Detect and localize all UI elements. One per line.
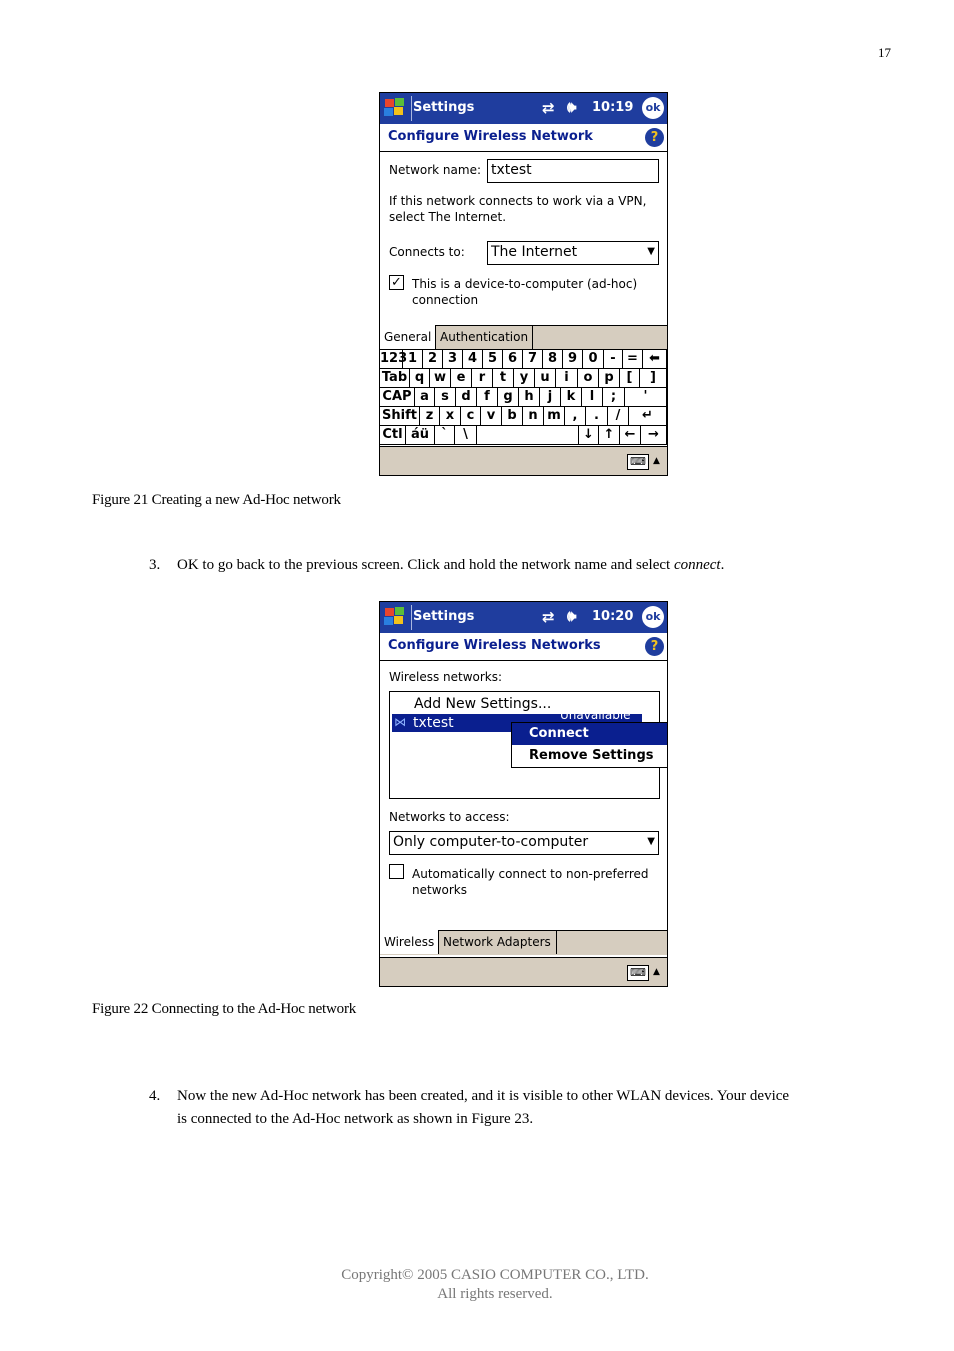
- network-item-label: txtest: [413, 715, 454, 731]
- key[interactable]: v: [481, 407, 502, 426]
- key[interactable]: .: [586, 407, 608, 426]
- figure-22-caption: Figure 22 Connecting to the Ad-Hoc network: [92, 1001, 357, 1017]
- keyboard-row3: [380, 388, 667, 407]
- key[interactable]: b: [502, 407, 523, 426]
- clock[interactable]: 10:19: [592, 100, 634, 115]
- tab-network-adapters[interactable]: Network Adapters: [439, 930, 557, 954]
- key[interactable]: =: [623, 350, 643, 369]
- figure-21-caption: Figure 21 Creating a new Ad-Hoc network: [92, 492, 341, 508]
- key[interactable]: ⬅: [643, 350, 667, 369]
- key[interactable]: d: [456, 388, 477, 407]
- step-4-line2: is connected to the Ad-Hoc network as shown in Figure 23.: [177, 1111, 534, 1127]
- speaker-icon[interactable]: 🕪: [567, 607, 577, 625]
- key[interactable]: ↓: [579, 426, 599, 445]
- chevron-down-icon: ▼: [647, 246, 655, 257]
- keyboard-icon[interactable]: ⌨: [627, 454, 649, 470]
- step-4-number: 4.: [149, 1088, 161, 1104]
- speaker-icon[interactable]: 🕪: [567, 98, 577, 116]
- network-icon: ⋈: [394, 715, 406, 729]
- connectivity-icon[interactable]: ⇄: [542, 608, 555, 626]
- key[interactable]: p: [599, 369, 620, 388]
- tab-bar: [380, 325, 667, 350]
- key[interactable]: áü: [406, 426, 435, 445]
- figure-22-screen: [379, 601, 668, 987]
- key[interactable]: e: [451, 369, 472, 388]
- auto-connect-label-line1: Automatically connect to non-preferred: [412, 867, 649, 881]
- key[interactable]: 0: [583, 350, 604, 369]
- key[interactable]: c: [461, 407, 481, 426]
- step-3-number: 3.: [149, 557, 161, 573]
- bottom-bar: [380, 446, 667, 476]
- key[interactable]: 123: [380, 350, 403, 369]
- chevron-down-icon: ▼: [647, 836, 655, 847]
- key[interactable]: f: [477, 388, 498, 407]
- vpn-note-line2: select The Internet.: [389, 210, 507, 224]
- adhoc-label-line2: connection: [412, 293, 479, 307]
- adhoc-label-line1: This is a device-to-computer (ad-hoc): [412, 277, 638, 291]
- key[interactable]: 5: [483, 350, 503, 369]
- connect-menu-item[interactable]: Connect: [512, 723, 668, 745]
- connects-to-select[interactable]: [487, 241, 659, 265]
- key[interactable]: g: [498, 388, 519, 407]
- page-header: [380, 124, 667, 152]
- step-3-emphasis: connect: [673, 557, 721, 573]
- context-menu: [511, 722, 668, 768]
- key[interactable]: s: [435, 388, 456, 407]
- title-bar: [380, 93, 667, 124]
- key[interactable]: \: [455, 426, 477, 445]
- title-separator: [411, 605, 412, 630]
- network-name-label: Network name:: [389, 163, 481, 177]
- help-icon[interactable]: ?: [645, 128, 664, 147]
- page-title: Configure Wireless Networks: [388, 638, 601, 653]
- ok-button[interactable]: ok: [642, 97, 664, 119]
- tab-bar: [380, 930, 667, 955]
- networks-to-access-value: Only computer-to-computer: [393, 834, 589, 850]
- key[interactable]: u: [535, 369, 556, 388]
- key[interactable]: ;: [603, 388, 625, 407]
- ok-button[interactable]: ok: [642, 606, 664, 628]
- step-3-end: .: [720, 557, 725, 573]
- step-3: [149, 554, 909, 577]
- key[interactable]: l: [582, 388, 603, 407]
- networks-to-access-select[interactable]: [389, 831, 659, 855]
- tab-general[interactable]: General: [380, 325, 436, 349]
- app-title: Settings: [413, 609, 475, 624]
- keyboard-row4: [380, 407, 667, 426]
- windows-start-icon[interactable]: [382, 604, 408, 630]
- auto-connect-checkbox[interactable]: [389, 864, 404, 879]
- key[interactable]: `: [435, 426, 455, 445]
- figure-21-screen: [379, 92, 668, 476]
- app-title: Settings: [413, 100, 475, 115]
- key[interactable]: q: [410, 369, 430, 388]
- key[interactable]: j: [540, 388, 561, 407]
- tab-authentication[interactable]: Authentication: [436, 325, 533, 349]
- key[interactable]: →: [641, 426, 667, 445]
- key[interactable]: r: [472, 369, 493, 388]
- remove-settings-menu-item[interactable]: Remove Settings: [529, 748, 654, 763]
- key[interactable]: 4: [463, 350, 483, 369]
- connectivity-icon[interactable]: ⇄: [542, 99, 555, 117]
- copyright-line1: Copyright© 2005 CASIO COMPUTER CO., LTD.: [341, 1267, 649, 1283]
- key[interactable]: n: [523, 407, 544, 426]
- key[interactable]: ': [625, 388, 667, 407]
- connects-to-label: Connects to:: [389, 245, 465, 259]
- tab-wireless[interactable]: Wireless: [380, 930, 439, 954]
- key[interactable]: 3: [443, 350, 463, 369]
- vpn-note-line1: If this network connects to work via a VPN,: [389, 194, 647, 208]
- title-bar: [380, 602, 667, 633]
- key[interactable]: o: [578, 369, 599, 388]
- network-item-status: Unavailable: [560, 708, 631, 722]
- keyboard-icon[interactable]: ⌨: [627, 965, 649, 981]
- adhoc-checkbox[interactable]: ✓: [389, 275, 404, 290]
- help-icon[interactable]: ?: [645, 637, 664, 656]
- key[interactable]: 8: [543, 350, 563, 369]
- add-new-settings-item[interactable]: Add New Settings...: [414, 696, 552, 712]
- key[interactable]: m: [544, 407, 565, 426]
- input-menu-arrow-icon[interactable]: ▲: [653, 456, 660, 466]
- key[interactable]: 9: [563, 350, 583, 369]
- key[interactable]: ↑: [599, 426, 620, 445]
- keyboard-row1: [380, 350, 667, 369]
- key[interactable]: ]: [640, 369, 667, 388]
- connects-to-value: The Internet: [491, 244, 578, 260]
- key[interactable]: /: [608, 407, 629, 426]
- key[interactable]: k: [561, 388, 582, 407]
- wireless-networks-label: Wireless networks:: [389, 670, 503, 684]
- step-4-line1: Now the new Ad-Hoc network has been created, and it is visible to other WLAN devices. Your device: [177, 1088, 790, 1104]
- page-header: [380, 633, 667, 661]
- copyright-line2: All rights reserved.: [437, 1286, 553, 1302]
- clock[interactable]: 10:20: [592, 609, 634, 624]
- key[interactable]: Tab: [380, 369, 410, 388]
- key[interactable]: i: [556, 369, 578, 388]
- keyboard-row2: [380, 369, 667, 388]
- networks-to-access-label: Networks to access:: [389, 810, 510, 824]
- key[interactable]: 7: [523, 350, 543, 369]
- bottom-bar: [380, 957, 667, 987]
- key[interactable]: -: [604, 350, 623, 369]
- step-4: [149, 1085, 909, 1131]
- soft-keyboard: [380, 349, 667, 447]
- page-title: Configure Wireless Network: [388, 129, 593, 144]
- key[interactable]: ←: [620, 426, 641, 445]
- keyboard-row5: [380, 426, 667, 445]
- key[interactable]: CAP: [380, 388, 415, 407]
- page-number: 17: [878, 45, 891, 60]
- key[interactable]: ↵: [629, 407, 667, 426]
- key[interactable]: z: [420, 407, 440, 426]
- key[interactable]: Shift: [380, 407, 420, 426]
- key[interactable]: a: [415, 388, 435, 407]
- key[interactable]: ,: [565, 407, 586, 426]
- key[interactable]: y: [514, 369, 535, 388]
- key[interactable]: 2: [423, 350, 443, 369]
- key-space[interactable]: [477, 426, 579, 445]
- key[interactable]: x: [440, 407, 461, 426]
- key[interactable]: Ctl: [380, 426, 406, 445]
- step-3-text: [177, 554, 724, 577]
- key[interactable]: 1: [403, 350, 423, 369]
- key[interactable]: [: [620, 369, 640, 388]
- input-menu-arrow-icon[interactable]: ▲: [653, 967, 660, 977]
- auto-connect-label-line2: networks: [412, 883, 467, 897]
- windows-start-icon[interactable]: [382, 95, 408, 121]
- network-name-input[interactable]: txtest: [487, 159, 659, 183]
- key[interactable]: 6: [503, 350, 523, 369]
- key[interactable]: h: [519, 388, 540, 407]
- step-3-body: OK to go back to the previous screen. Click and hold the network name and select: [177, 557, 674, 573]
- key[interactable]: t: [493, 369, 514, 388]
- key[interactable]: w: [430, 369, 451, 388]
- title-separator: [411, 96, 412, 121]
